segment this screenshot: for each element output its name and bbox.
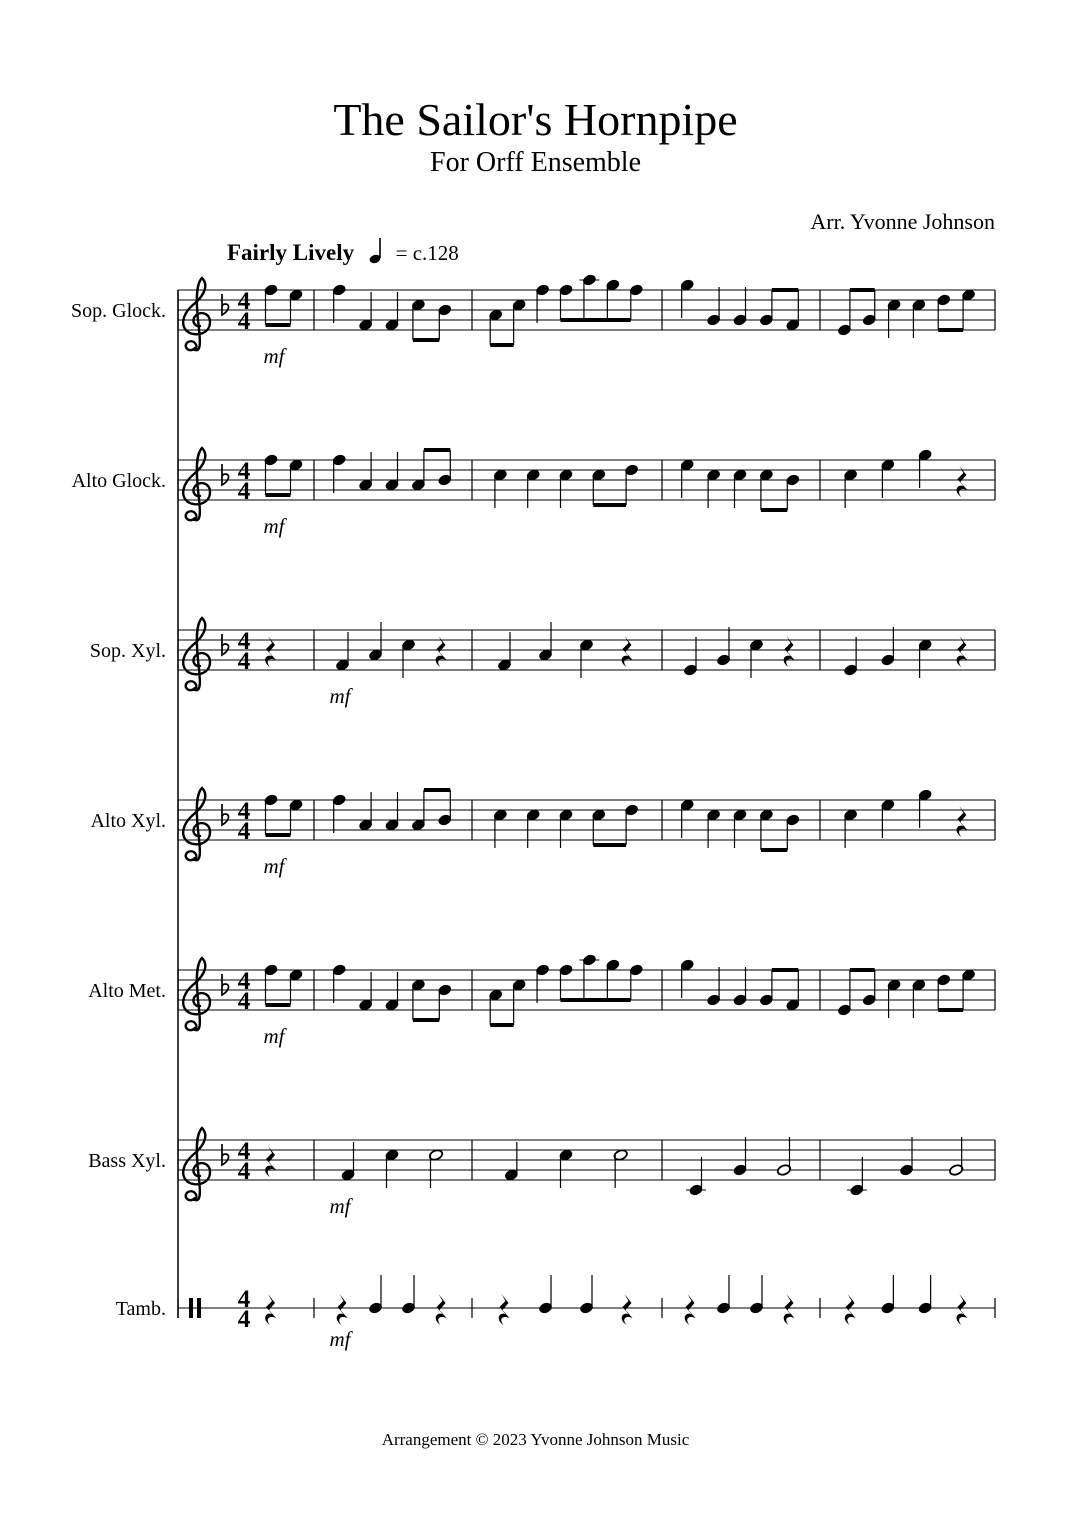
time-signature-denominator: 4 [237, 308, 251, 335]
key-signature-flat [222, 294, 229, 315]
staff-tamb [116, 1275, 995, 1351]
percussion-clef [197, 1298, 201, 1318]
tempo-label: Fairly Lively [227, 240, 355, 265]
key-signature-flat [222, 804, 229, 825]
quarter-rest [784, 636, 795, 667]
quarter-rest [499, 1294, 510, 1325]
staff-sop-xyl [90, 618, 995, 708]
quarter-rest [957, 1294, 968, 1325]
treble-clef [183, 618, 210, 690]
time-signature-numerator: 4 [237, 1138, 251, 1165]
treble-clef [183, 1128, 210, 1200]
quarter-rest [957, 806, 968, 837]
time-signature-numerator: 4 [237, 1286, 251, 1313]
copyright-notice: Arrangement © 2023 Yvonne Johnson Music [381, 1430, 690, 1449]
key-signature-flat [222, 1144, 229, 1165]
time-signature-numerator: 4 [237, 968, 251, 995]
arranger-credit: Arr. Yvonne Johnson [810, 209, 995, 234]
score-subtitle: For Orff Ensemble [430, 147, 641, 178]
staff-alto-xyl [90, 788, 995, 878]
treble-clef [183, 278, 210, 350]
quarter-rest [845, 1294, 856, 1325]
instrument-name: Sop. Glock. [71, 300, 166, 322]
dynamic-marking: mf [263, 514, 285, 538]
instrument-name: Alto Glock. [71, 470, 166, 492]
instrument-name: Bass Xyl. [88, 1150, 166, 1172]
time-signature-denominator: 4 [237, 1306, 251, 1333]
staff-bass-xyl [88, 1128, 995, 1218]
tempo-value: = c.128 [395, 241, 459, 265]
score-title: The Sailor's Hornpipe [333, 94, 738, 145]
quarter-rest [957, 466, 968, 497]
instrument-name: Alto Met. [88, 980, 166, 1002]
time-signature-numerator: 4 [237, 798, 251, 825]
dynamic-marking: mf [263, 1024, 285, 1048]
quarter-rest [265, 1294, 276, 1325]
quarter-rest [265, 636, 276, 667]
staff-sop-glock [71, 274, 995, 368]
treble-clef [183, 958, 210, 1030]
time-signature-numerator: 4 [237, 288, 251, 315]
time-signature-numerator: 4 [237, 628, 251, 655]
treble-clef [183, 788, 210, 860]
quarter-rest [957, 636, 968, 667]
staff-alto-met [88, 954, 995, 1048]
instrument-name: Alto Xyl. [90, 810, 166, 832]
time-signature-denominator: 4 [237, 988, 251, 1015]
quarter-rest [337, 1294, 348, 1325]
instrument-name: Tamb. [115, 1298, 166, 1320]
quarter-rest [685, 1294, 696, 1325]
dynamic-marking: mf [263, 344, 285, 368]
quarter-rest [622, 636, 633, 667]
time-signature-numerator: 4 [237, 458, 251, 485]
key-signature-flat [222, 464, 229, 485]
time-signature-denominator: 4 [237, 818, 251, 845]
quarter-rest [784, 1294, 795, 1325]
dynamic-marking: mf [329, 1194, 351, 1218]
quarter-rest [436, 636, 447, 667]
key-signature-flat [222, 634, 229, 655]
quarter-rest [436, 1294, 447, 1325]
staff-alto-glock [72, 448, 995, 538]
dynamic-marking: mf [329, 1327, 351, 1351]
quarter-rest [265, 1146, 276, 1177]
quarter-rest [622, 1294, 633, 1325]
key-signature-flat [222, 974, 229, 995]
instrument-name: Sop. Xyl. [89, 640, 166, 662]
time-signature-denominator: 4 [237, 1158, 251, 1185]
treble-clef [183, 448, 210, 520]
dynamic-marking: mf [263, 854, 285, 878]
dynamic-marking: mf [329, 684, 351, 708]
percussion-clef [189, 1298, 193, 1318]
time-signature-denominator: 4 [237, 478, 251, 505]
time-signature-denominator: 4 [237, 648, 251, 675]
